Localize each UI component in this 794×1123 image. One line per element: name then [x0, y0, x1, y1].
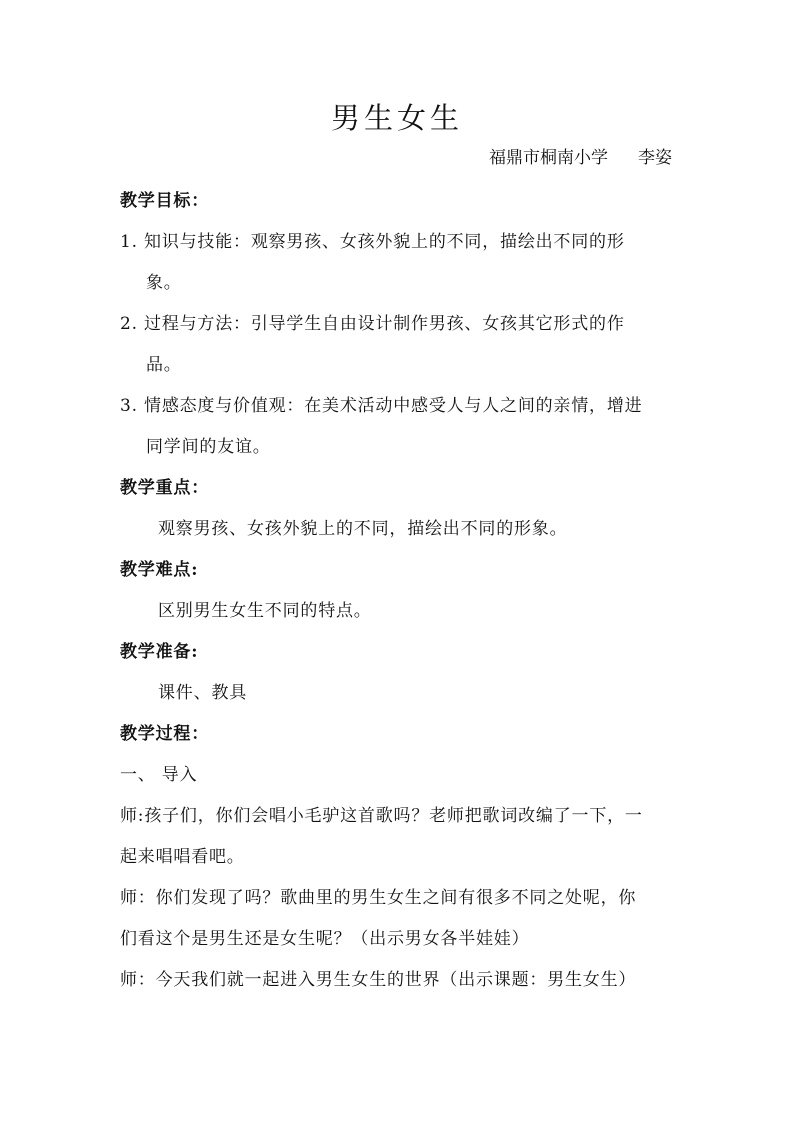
school-name: 福鼎市桐南小学 [489, 148, 608, 168]
paragraph-1-line2: 起来唱唱看吧。 [120, 847, 245, 867]
objective-1-line2: 象。 [146, 273, 182, 293]
difficulty-heading: 教学难点: [120, 560, 199, 580]
objective-2-line1: 2. 过程与方法：引导学生自由设计制作男孩、女孩其它形式的作 [120, 314, 625, 334]
objective-3-line2: 同学间的友谊。 [146, 437, 271, 457]
document-title: 男生女生 [330, 101, 463, 135]
paragraph-2-line2: 们看这个是男生还是女生呢？（出示男女各半娃娃） [120, 929, 530, 949]
paragraph-3-line1: 师：今天我们就一起进入男生女生的世界（出示课题：男生女生） [120, 970, 637, 990]
objective-2-line2: 品。 [146, 355, 182, 375]
paragraph-1-line1: 师:孩子们，你们会唱小毛驴这首歌吗？老师把歌词改编了一下，一 [120, 806, 643, 826]
key-point-text: 观察男孩、女孩外貌上的不同，描绘出不同的形象。 [158, 519, 568, 539]
step-1-intro: 一、 导入 [120, 765, 198, 785]
paragraph-2-line1: 师：你们发现了吗？歌曲里的男生女生之间有很多不同之处呢，你 [120, 888, 637, 908]
objective-3-line1: 3. 情感态度与价值观：在美术活动中感受人与人之间的亲情，增进 [120, 396, 643, 416]
preparation-heading: 教学准备: [120, 642, 199, 662]
process-heading: 教学过程： [120, 724, 209, 744]
preparation-text: 课件、教具 [158, 683, 247, 703]
document-body [120, 186, 680, 1006]
objectives-heading: 教学目标： [120, 191, 209, 211]
author-line [489, 143, 672, 173]
difficulty-text: 区别男生女生不同的特点。 [158, 601, 372, 621]
objective-1-line1: 1. 知识与技能：观察男孩、女孩外貌上的不同，描绘出不同的形 [120, 232, 625, 252]
key-point-heading: 教学重点： [120, 478, 209, 498]
author-name: 李姿 [638, 148, 672, 168]
